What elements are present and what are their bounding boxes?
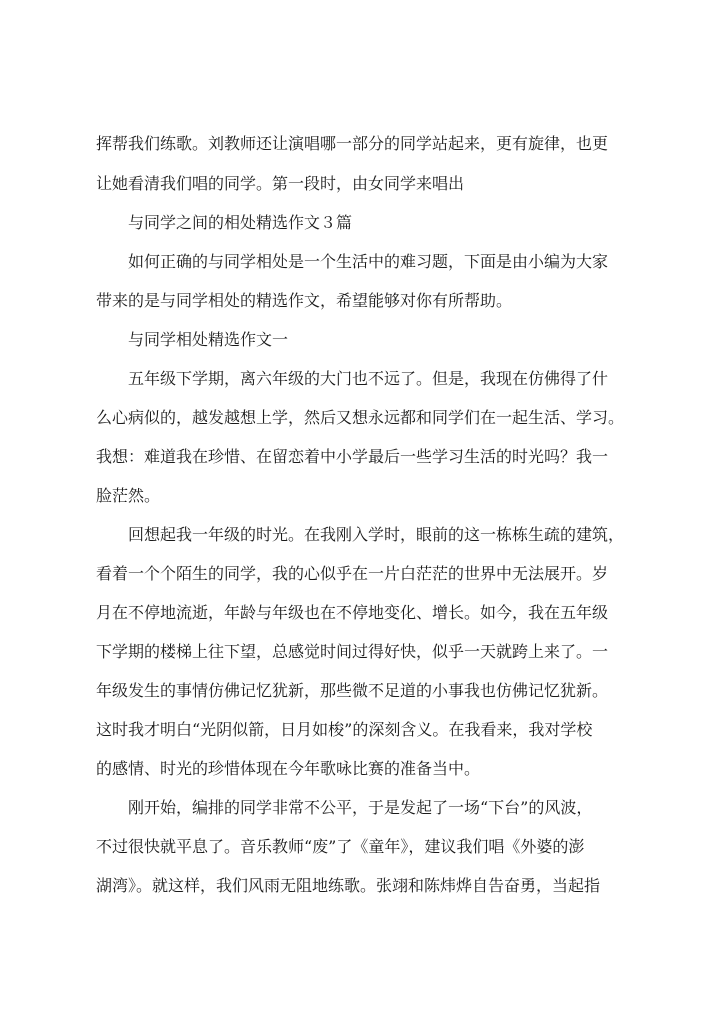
text-line: 么心病似的，越发越想上学，然后又想永远都和同学们在一起生活、学习。 bbox=[96, 408, 625, 427]
section-subtitle: 与同学相处精选作文一 bbox=[128, 330, 289, 349]
section-title: 与同学之间的相处精选作文３篇 bbox=[128, 213, 353, 232]
text-line: 湖湾》。就这样，我们风雨无阻地练歌。张翊和陈炜烨自告奋勇，当起指 bbox=[96, 876, 601, 895]
text-line: 年级发生的事情仿佛记忆犹新，那些微不足道的小事我也仿佛记忆犹新。 bbox=[96, 681, 609, 700]
text-line: 的感情、时光的珍惜体现在今年歌咏比赛的准备当中。 bbox=[96, 759, 481, 778]
text-line: 我想：难道我在珍惜、在留恋着中小学最后一些学习生活的时光吗？我一 bbox=[96, 447, 609, 466]
text-line: 月在不停地流逝，年龄与年级也在不停地变化、增长。如今，我在五年级 bbox=[96, 603, 609, 622]
text-line: 刚开始，编排的同学非常不公平，于是发起了一场“下台”的风波， bbox=[128, 798, 593, 817]
text-line: 看着一个个陌生的同学，我的心似乎在一片白茫茫的世界中无法展开。岁 bbox=[96, 564, 609, 583]
text-line: 如何正确的与同学相处是一个生活中的难习题，下面是由小编为大家 bbox=[128, 252, 609, 271]
text-line: 这时我才明白“光阴似箭，日月如梭”的深刻含义。在我看来，我对学校 bbox=[96, 720, 593, 739]
text-line: 不过很快就平息了。音乐教师“废”了《童年》，建议我们唱《外婆的澎 bbox=[96, 837, 585, 856]
text-line: 下学期的楼梯上往下望，总感觉时间过得好快，似乎一天就跨上来了。一 bbox=[96, 642, 609, 661]
text-line: 回想起我一年级的时光。在我刚入学时，眼前的这一栋栋生疏的建筑， bbox=[128, 525, 625, 544]
text-line: 五年级下学期，离六年级的大门也不远了。但是，我现在仿佛得了什 bbox=[128, 369, 609, 388]
text-line: 脸茫然。 bbox=[96, 486, 161, 505]
text-line: 挥帮我们练歌。刘教师还让演唱哪一部分的同学站起来，更有旋律，也更 bbox=[96, 134, 609, 153]
text-line: 让她看清我们唱的同学。第一段时，由女同学来唱出 bbox=[96, 174, 465, 193]
text-line: 带来的是与同学相处的精选作文，希望能够对你有所帮助。 bbox=[96, 291, 513, 310]
